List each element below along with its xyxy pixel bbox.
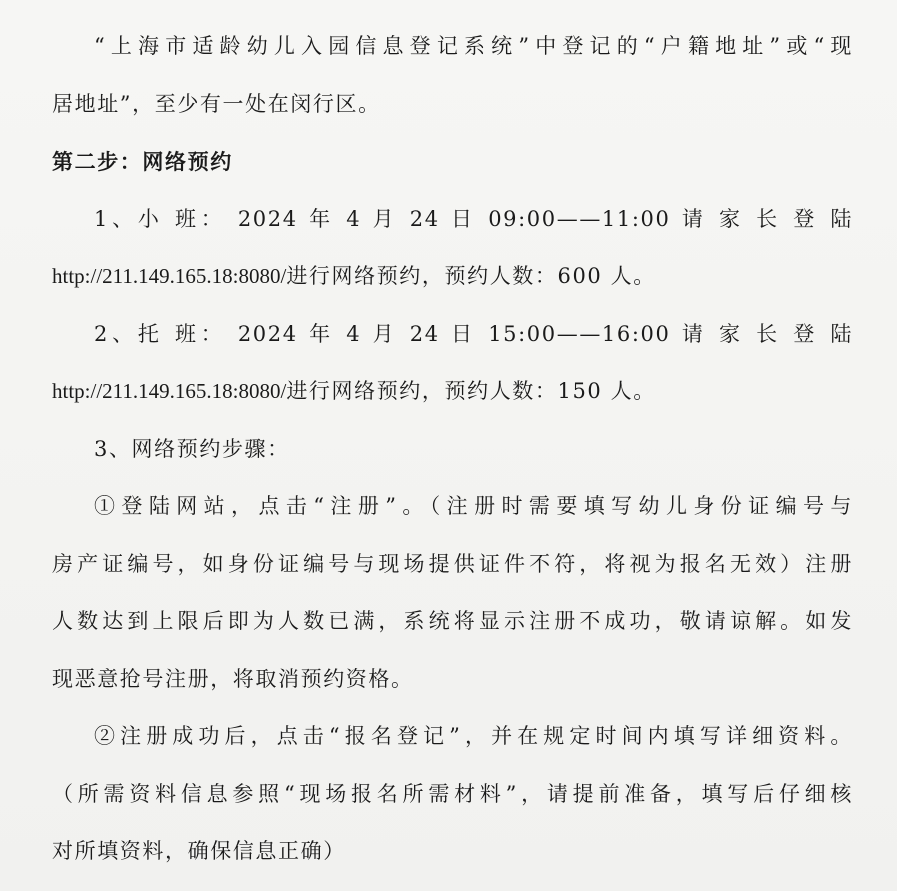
paragraph-registration-address (52, 18, 853, 133)
text-line: ①登陆网站，点击“注册”。（注册时需要填写幼儿身份证编号与 (94, 494, 853, 518)
registration-url: http://211.149.165.18:8080/ (52, 264, 287, 288)
text-line (52, 248, 853, 306)
text-line (52, 363, 853, 421)
registration-url: http://211.149.165.18:8080/ (52, 379, 287, 403)
text-segment: 进行网络预约，预约人数：150 人。 (286, 379, 656, 403)
item-small-class (52, 191, 853, 306)
text-line: 1、小 班： 2024 年 4 月 24 日 09:00——11:00 请 家 长 登 陆 (94, 206, 853, 231)
text-segment: 进行网络预约，预约人数：600 人。 (286, 264, 656, 288)
text-line: “上海市适龄幼儿入园信息登记系统”中登记的“户籍地址”或“现 (94, 34, 853, 58)
item-reservation-steps: 3、网络预约步骤： (94, 436, 290, 461)
text-line: ②注册成功后，点击“报名登记”，并在规定时间内填写详细资料。 (94, 724, 853, 748)
sub-step-register (52, 478, 853, 708)
step-two-heading: 第二步：网络预约 (52, 149, 233, 174)
text-line: 2、托 班： 2024 年 4 月 24 日 15:00——16:00 请 家 长 登 陆 (94, 321, 853, 346)
text-line: 对所填资料，确保信息正确） (52, 839, 346, 863)
sub-step-enrollment (52, 708, 853, 881)
text-line: （所需资料信息参照“现场报名所需材料”，请提前准备，填写后仔细核 (52, 781, 853, 806)
text-line: 居地址”，至少有一处在闵行区。 (52, 91, 381, 116)
text-line: 房产证编号，如身份证编号与现场提供证件不符，将视为报名无效）注册 (52, 551, 853, 576)
text-line: 现恶意抢号注册，将取消预约资格。 (52, 666, 414, 691)
item-nursery-class (52, 306, 853, 421)
text-line: 人数达到上限后即为人数已满，系统将显示注册不成功，敬请谅解。如发 (52, 609, 853, 633)
